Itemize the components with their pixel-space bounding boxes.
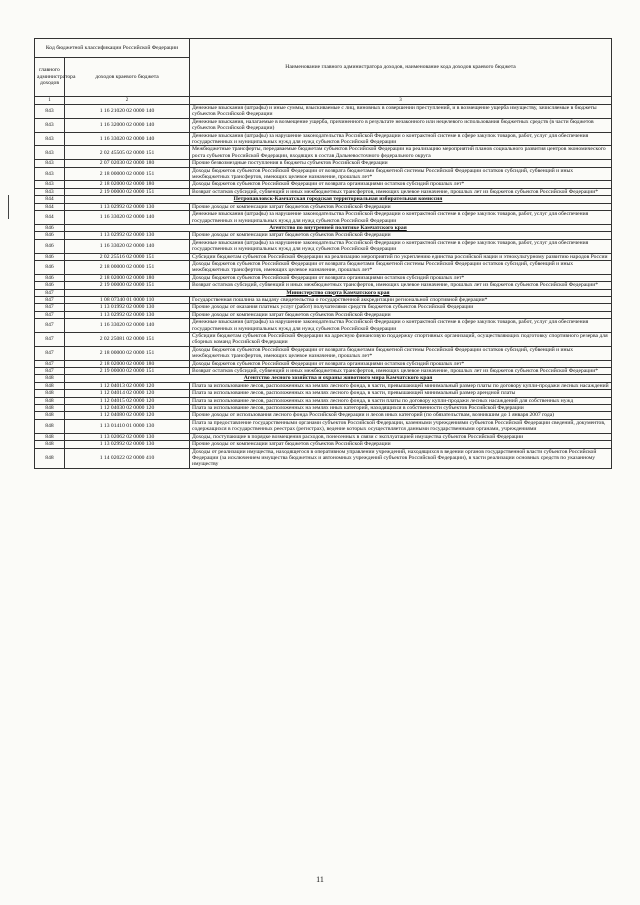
revenue-description: Денежные взыскания (штрафы) и иные суммы, взыскиваемые с лиц, виновных в совершении преступлений, и в возмещение ущерба имуществу, зачисляемые в бюджеты субъектов Российской Федерации — [190, 105, 612, 119]
section-title: Петропавловск-Камчатская городская территориальная избирательная комиссия — [65, 196, 612, 203]
revenue-description: Денежные взыскания (штрафы) за нарушение законодательства Российской Федерации о контрактной системе в сфере закупок товаров, работ, услуг для обеспечения государственных и муниципальных нужд для нужд субъектов Российской Федерации — [190, 239, 612, 253]
table-row — [35, 167, 612, 181]
revenue-description: Государственная пошлина за выдачу свидетельства о государственной аккредитации региональной спортивной федерации* — [190, 296, 612, 303]
revenue-code: 2 18 00000 02 0000 151 — [65, 167, 190, 181]
admin-code: 848 — [35, 448, 65, 468]
admin-code: 848 — [35, 441, 65, 448]
revenue-description: Плата за использование лесов, расположенных на землях лесного фонда, в части, превышающей минимальный размер платы по договору купли-продажи лесных насаждений — [190, 382, 612, 389]
column-number: 1 — [35, 97, 65, 105]
table-row — [35, 346, 612, 360]
column-number: 2 — [65, 97, 190, 105]
admin-code: 844 — [35, 196, 65, 203]
revenue-code: 1 13 02992 02 0000 130 — [65, 441, 190, 448]
revenue-code: 2 02 25516 02 0000 151 — [65, 253, 190, 260]
revenue-code: 1 16 33020 02 0000 140 — [65, 211, 190, 225]
table-row — [35, 441, 612, 448]
admin-code: 848 — [35, 419, 65, 433]
revenue-description: Плата за использование лесов, расположенных на землях лесного фонда, в части, превышающей минимальный размер арендной платы — [190, 390, 612, 397]
admin-code: 846 — [35, 253, 65, 260]
revenue-description: Денежные взыскания (штрафы) за нарушение законодательства Российской Федерации о контрактной системе в сфере закупок товаров, работ, услуг для обеспечения государственных и муниципальных нужд для нужд субъектов Российской Федерации — [190, 211, 612, 225]
revenue-code: 2 19 00000 02 0000 151 — [65, 282, 190, 289]
revenue-description: Прочие доходы от компенсации затрат бюджетов субъектов Российской Федерации — [190, 311, 612, 318]
section-row — [35, 196, 612, 203]
revenue-description: Доходы бюджетов субъектов Российской Федерации от возврата бюджетами бюджетной системы Российской Федерации остатков субсидий, субвенций и иных межбюджетных трансфертов, имеющих целевое назначение, прошлых лет* — [190, 260, 612, 274]
margin-mark — [8, 195, 9, 219]
table-row — [35, 160, 612, 167]
revenue-code: 1 16 33020 02 0000 140 — [65, 132, 190, 146]
admin-code: 847 — [35, 333, 65, 347]
revenue-description: Прочие безвозмездные поступления в бюджеты субъектов Российской Федерации — [190, 160, 612, 167]
table-row — [35, 232, 612, 239]
revenue-code: 1 13 01992 02 0000 130 — [65, 304, 190, 311]
revenue-description: Возврат остатков субсидий, субвенций и иных межбюджетных трансфертов, имеющих целевое назначение, прошлых лет из бюджетов субъектов Российской Федерации* — [190, 368, 612, 375]
revenue-code: 1 16 21020 02 0000 140 — [65, 105, 190, 119]
admin-code: 846 — [35, 224, 65, 231]
revenue-description: Денежные взыскания (штрафы) за нарушение законодательства Российской Федерации о контрактной системе в сфере закупок товаров, работ, услуг для обеспечения государственных и муниципальных нужд для нужд субъектов Российской Федерации — [190, 319, 612, 333]
table-row — [35, 412, 612, 419]
table-row — [35, 397, 612, 404]
header-admin-name: Наименование главного администратора доходов, наименование кода доходов краевого бюджета — [190, 39, 612, 97]
table-row — [35, 390, 612, 397]
revenue-code: 1 12 04080 02 0000 120 — [65, 412, 190, 419]
admin-code: 847 — [35, 289, 65, 296]
table-body — [35, 105, 612, 469]
revenue-code: 1 16 33020 02 0000 140 — [65, 239, 190, 253]
table-row — [35, 382, 612, 389]
section-title: Агентство лесного хозяйства и охраны животного мира Камчатского края — [65, 375, 612, 382]
revenue-description: Доходы бюджетов субъектов Российской Федерации от возврата организациями остатков субсидий прошлых лет* — [190, 274, 612, 281]
revenue-code: 2 02 45505 02 0000 151 — [65, 146, 190, 160]
admin-code: 843 — [35, 105, 65, 119]
table-row — [35, 211, 612, 225]
table-row — [35, 239, 612, 253]
table-row — [35, 360, 612, 367]
revenue-code: 1 12 04013 02 0000 120 — [65, 382, 190, 389]
page-number: 11 — [316, 875, 324, 884]
revenue-code: 2 18 02000 02 0000 180 — [65, 181, 190, 188]
revenue-description: Доходы бюджетов субъектов Российской Федерации от возврата бюджетами бюджетной системы Российской Федерации остатков субсидий, субвенций и иных межбюджетных трансфертов, имеющих целевое назначение, прошлых лет* — [190, 346, 612, 360]
admin-code: 848 — [35, 433, 65, 440]
header-admin-col: главного администратора доходов — [35, 58, 65, 97]
revenue-code: 1 14 02022 02 0000 410 — [65, 448, 190, 468]
revenue-description: Субсидии бюджетам субъектов Российской Федерации на адресную финансовую поддержку спортивных организаций, осуществляющих подготовку спортивного резерва для сборных команд Российской Федерации — [190, 333, 612, 347]
revenue-code: 1 12 04030 02 0000 120 — [65, 405, 190, 412]
revenue-description: Межбюджетные трансферты, передаваемые бюджетам субъектов Российской Федерации на реализацию мероприятий планов социального развития центров экономического роста субъектов Российской Федерации, входящих в состав Дальневосточного федерального округа — [190, 146, 612, 160]
revenue-description: Доходы, поступающие в порядке возмещения расходов, понесенных в связи с эксплуатацией имущества субъектов Российской Федерации — [190, 433, 612, 440]
revenue-description: Прочие доходы от использования лесного фонда Российской Федерации и лесов иных категорий (по обязательствам, возникшим до 1 января 2007 года) — [190, 412, 612, 419]
section-title: Министерство спорта Камчатского края — [65, 289, 612, 296]
admin-code: 848 — [35, 375, 65, 382]
admin-code: 846 — [35, 282, 65, 289]
admin-code: 847 — [35, 346, 65, 360]
header-budget-classification-code: Код бюджетной классификации Российской Федерации — [35, 39, 190, 58]
admin-code: 843 — [35, 160, 65, 167]
admin-code: 848 — [35, 382, 65, 389]
admin-code: 848 — [35, 405, 65, 412]
admin-code: 846 — [35, 260, 65, 274]
revenue-code: 2 02 25081 02 0000 151 — [65, 333, 190, 347]
revenue-code: 2 19 00000 02 0000 151 — [65, 188, 190, 195]
table-row — [35, 319, 612, 333]
column-number: 3 — [190, 97, 612, 105]
revenue-code: 1 12 04015 02 0000 120 — [65, 397, 190, 404]
revenue-code: 1 13 02992 02 0000 130 — [65, 232, 190, 239]
revenue-description: Прочие доходы от оказания платных услуг (работ) получателями средств бюджетов субъектов Российской Федерации — [190, 304, 612, 311]
admin-code: 847 — [35, 360, 65, 367]
revenue-code: 1 13 02992 02 0000 130 — [65, 311, 190, 318]
revenue-description: Доходы бюджетов субъектов Российской Федерации от возврата организациями остатков субсидий прошлых лет* — [190, 360, 612, 367]
admin-code: 847 — [35, 319, 65, 333]
revenue-description: Доходы бюджетов субъектов Российской Федерации от возврата бюджетами бюджетной системы Российской Федерации остатков субсидий, субвенций и иных межбюджетных трансфертов, имеющих целевое назначение, прошлых лет* — [190, 167, 612, 181]
table-row — [35, 311, 612, 318]
revenue-description: Возврат остатков субсидий, субвенций и иных межбюджетных трансфертов, имеющих целевое назначение, прошлых лет из бюджетов субъектов Российской Федерации* — [190, 188, 612, 195]
revenue-description: Возврат остатков субсидий, субвенций и иных межбюджетных трансфертов, имеющих целевое назначение, прошлых лет из бюджетов субъектов Российской Федерации* — [190, 282, 612, 289]
revenue-description: Доходы от реализации имущества, находящегося в оперативном управлении учреждений, находящихся в ведении органов государственной власти субъектов Российской Федерации (за исключением имущества бюджетных и автономных учреждений субъектов Российской Федерации), в части реализации основных средств по указанному имуществу — [190, 448, 612, 468]
revenue-description: Денежные взыскания, налагаемые в возмещение ущерба, причиненного в результате незаконного или нецелевого использования бюджетных средств (в части бюджетов субъектов Российской Федерации) — [190, 118, 612, 132]
admin-code: 847 — [35, 311, 65, 318]
table-row — [35, 253, 612, 260]
table-row — [35, 282, 612, 289]
table-row — [35, 188, 612, 195]
admin-code: 848 — [35, 390, 65, 397]
revenue-code: 1 08 07340 01 0000 110 — [65, 296, 190, 303]
admin-code: 843 — [35, 118, 65, 132]
table-row — [35, 181, 612, 188]
table-row — [35, 203, 612, 210]
admin-code: 848 — [35, 412, 65, 419]
admin-code: 843 — [35, 167, 65, 181]
table-row — [35, 419, 612, 433]
revenue-code: 1 13 01410 01 0000 130 — [65, 419, 190, 433]
revenue-codes-table — [34, 38, 612, 469]
admin-code: 847 — [35, 304, 65, 311]
header-revenue-col: доходов краевого бюджета — [65, 58, 190, 97]
section-row — [35, 375, 612, 382]
revenue-code: 2 18 02000 02 0000 180 — [65, 360, 190, 367]
table-row — [35, 146, 612, 160]
revenue-code: 1 16 32000 02 0000 140 — [65, 118, 190, 132]
admin-code: 846 — [35, 274, 65, 281]
table-row — [35, 304, 612, 311]
admin-code: 846 — [35, 232, 65, 239]
admin-code: 847 — [35, 368, 65, 375]
admin-code: 844 — [35, 211, 65, 225]
revenue-description: Денежные взыскания (штрафы) за нарушение законодательства Российской Федерации о контрактной системе в сфере закупок товаров, работ, услуг для обеспечения государственных и муниципальных нужд для нужд субъектов Российской Федерации — [190, 132, 612, 146]
admin-code: 843 — [35, 146, 65, 160]
admin-code: 843 — [35, 188, 65, 195]
table-row — [35, 333, 612, 347]
revenue-code: 2 18 00000 02 0000 151 — [65, 346, 190, 360]
revenue-code: 2 19 00000 02 0000 151 — [65, 368, 190, 375]
table-row — [35, 405, 612, 412]
table-row — [35, 260, 612, 274]
section-title: Агентство по внутренней политике Камчатского края — [65, 224, 612, 231]
table-row — [35, 433, 612, 440]
revenue-code: 1 13 02992 02 0000 130 — [65, 203, 190, 210]
table-row — [35, 448, 612, 468]
revenue-code: 1 12 04014 02 0000 120 — [65, 390, 190, 397]
revenue-code: 1 13 02062 02 0000 130 — [65, 433, 190, 440]
table-row — [35, 132, 612, 146]
revenue-code: 1 16 33020 02 0000 140 — [65, 319, 190, 333]
admin-code: 844 — [35, 203, 65, 210]
table-row — [35, 274, 612, 281]
table-row — [35, 368, 612, 375]
revenue-description: Прочие доходы от компенсации затрат бюджетов субъектов Российской Федерации — [190, 203, 612, 210]
table-row — [35, 296, 612, 303]
revenue-code: 2 18 02000 02 0000 180 — [65, 274, 190, 281]
revenue-code: 2 07 02030 02 0000 180 — [65, 160, 190, 167]
section-row — [35, 224, 612, 231]
revenue-code: 2 18 00000 02 0000 151 — [65, 260, 190, 274]
admin-code: 843 — [35, 181, 65, 188]
admin-code: 848 — [35, 397, 65, 404]
revenue-description: Прочие доходы от компенсации затрат бюджетов субъектов Российской Федерации — [190, 441, 612, 448]
revenue-description: Доходы бюджетов субъектов Российской Федерации от возврата организациями остатков субсидий прошлых лет* — [190, 181, 612, 188]
admin-code: 847 — [35, 296, 65, 303]
section-row — [35, 289, 612, 296]
revenue-description: Субсидии бюджетам субъектов Российской Федерации на реализацию мероприятий по укреплению единства российской нации и этнокультурному развитию народов России — [190, 253, 612, 260]
revenue-description: Прочие доходы от компенсации затрат бюджетов субъектов Российской Федерации — [190, 232, 612, 239]
admin-code: 846 — [35, 239, 65, 253]
admin-code: 843 — [35, 132, 65, 146]
revenue-description: Плата за использование лесов, расположенных на землях иных категорий, находящихся в собственности субъектов Российской Федерации — [190, 405, 612, 412]
table-row — [35, 118, 612, 132]
table-row — [35, 105, 612, 119]
revenue-description: Плата за использование лесов, расположенных на землях лесного фонда, в части платы по договору купли-продажи лесных насаждений для собственных нужд — [190, 397, 612, 404]
revenue-description: Плата за предоставление государственными органами субъектов Российской Федерации, казенными учреждениями субъектов Российской Федерации сведений, документов, содержащихся в государственных реестрах (регистрах), ведение которых осуществляется данными государственными органами, учреждениями — [190, 419, 612, 433]
